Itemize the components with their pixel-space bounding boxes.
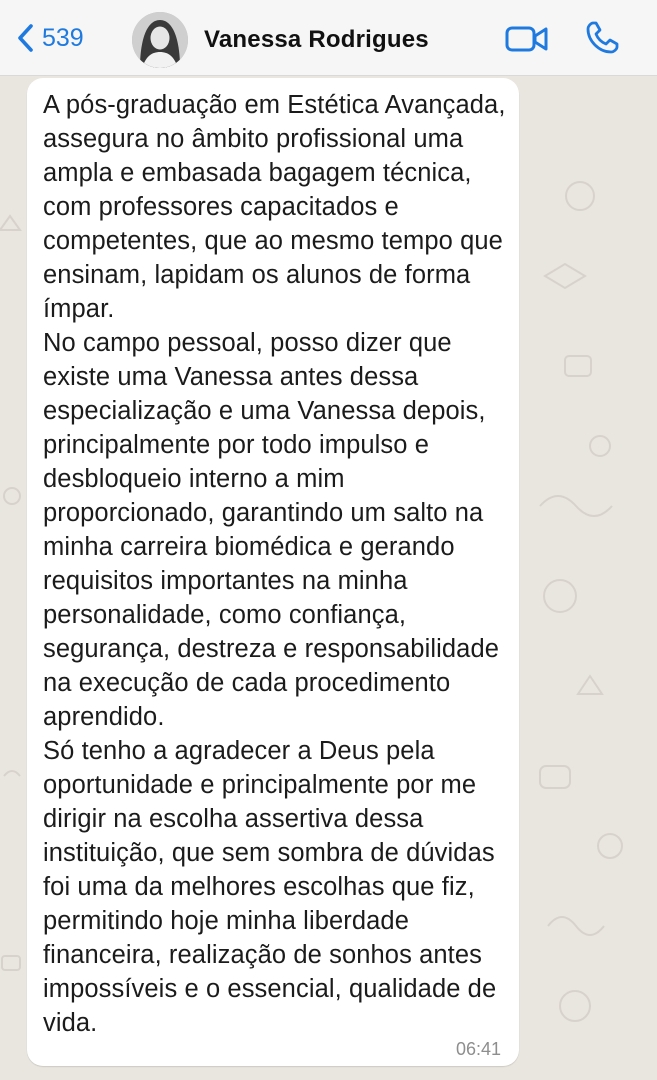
chat-area[interactable] [0,76,657,1080]
unread-count: 539 [42,23,84,52]
message-timestamp: 06:41 [455,1039,501,1059]
avatar-image [132,12,188,68]
contact-name[interactable]: Vanessa Rodrigues [204,26,429,53]
back-button[interactable] [16,18,84,58]
message-bubble[interactable] [27,78,519,1066]
phone-icon [584,20,620,56]
voice-call-button[interactable] [584,20,620,56]
video-call-button[interactable] [505,24,549,54]
chevron-left-icon [16,23,34,53]
video-camera-icon [505,24,549,54]
chat-header [0,0,657,76]
message-text: A pós-graduação em Estética Avançada, assegura no âmbito profissional uma ampla e embasada bagagem técnica, com professores capacitados e competentes, que ao mesmo tempo que ensinam, lapidam os alunos de forma ímpar. No campo pessoal, posso dizer que existe uma Vanessa antes dessa especialização e uma Vanessa depois, principalmente por todo impulso e desbloqueio interno a mim proporcionado, garantindo um salto na minha carreira biomédica e gerando requisitos importantes na minha personalidade, como confiança, segurança, destreza e responsabilidade na execução de cada procedimento aprendido. Só tenho a agradecer a Deus pela oportunidade e principalmente por me dirigir na escolha assertiva dessa instituição, que sem sombra de dúvidas foi uma da melhores escolhas que fiz, permitindo hoje minha liberdade financeira, realização de sonhos antes impossíveis e o essencial, qualidade de vida. [43,91,506,1037]
avatar[interactable] [132,12,188,68]
